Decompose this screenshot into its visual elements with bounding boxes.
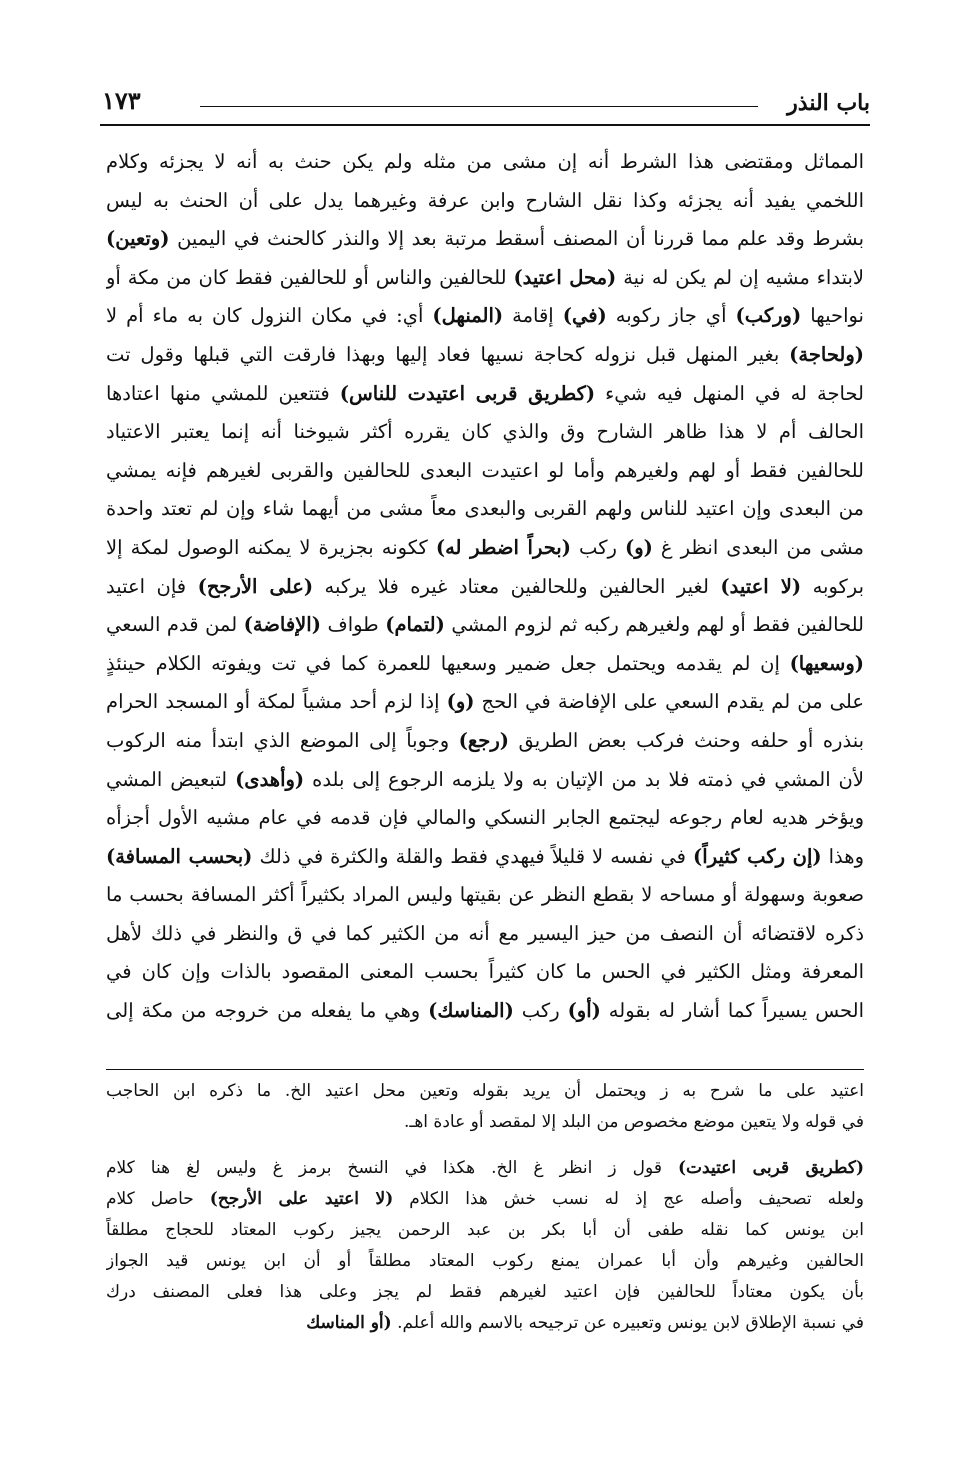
text-run: بشرط وقد علم مما قررنا أن المصنف أسقط مرتبة بعد إلا والنذر كالحنث في اليمين	[169, 227, 864, 251]
text-run: في قوله ولا يتعين موضع مخصوص من البلد إلا لمقصد أو عادة اهـ.	[403, 1112, 864, 1132]
text-line	[106, 683, 864, 722]
text-run: وجوباً إلى الموضع الذي ابتدأ منه الركوب	[106, 728, 459, 752]
footnote-2	[106, 1153, 864, 1339]
text-line	[106, 336, 864, 375]
bold-term: (لتمام)	[385, 613, 445, 637]
bold-term: (الإفاضة)	[243, 613, 321, 637]
header-rule	[200, 106, 758, 107]
text-run: ويؤخر هديه لعام رجوعه ليجتمع الجابر النسكي والمالي فإن قدمه في عام مشيه الأول أجزأه	[106, 806, 864, 830]
text-line	[106, 953, 864, 992]
text-run: المماثل ومقتضى هذا الشرط أنه إن مشى من مثله ولم يكن حنث به أنه لا يجزئه وكلام	[106, 150, 864, 173]
bold-term: (وأهدى)	[235, 767, 305, 791]
text-line	[106, 143, 864, 182]
text-line	[106, 182, 864, 221]
text-line	[106, 876, 864, 915]
text-run: المعرفة ومثل الكثير في الحس ما كان كثيراً بحسب المعنى المقصود بالذات وإن كان في	[106, 960, 864, 984]
text-run: فتتعين للمشي منها اعتادها	[106, 381, 340, 405]
text-run: للحالفين فقط أو لهم ولغيرهم وأما لو اعتيدت البعدى للحالفين والقربى لغيرهم فإنه يمشي	[106, 458, 864, 482]
bold-term: (أو المناسك	[306, 1313, 392, 1333]
text-run: ككونه بجزيرة لا يمكنه الوصول لمكة إلا	[106, 535, 436, 559]
text-run: ركب	[513, 999, 568, 1023]
bold-term: (و)	[624, 535, 653, 559]
text-run: أي جاز ركوبه	[606, 304, 736, 328]
text-line	[106, 413, 864, 452]
text-line	[106, 220, 864, 259]
footnote-line	[106, 1184, 864, 1215]
text-line	[106, 259, 864, 298]
bold-term: (ولحاجة)	[789, 342, 864, 366]
text-run: لغير الحالفين وللحالفين معتاد غيره فلا يركبه	[313, 574, 721, 598]
text-run: في نسبة الإطلاق لابن يونس وتعبيره عن ترجيحه بالاسم والله أعلم.	[391, 1313, 864, 1333]
text-run: ركب	[570, 535, 625, 559]
page-number: ١٧٣	[102, 86, 141, 115]
text-run: مشى من البعدى انظر غ	[652, 535, 864, 559]
text-line	[106, 568, 864, 607]
text-run: بركوبه	[801, 574, 864, 598]
bold-term: (وركب)	[735, 304, 802, 328]
text-run: طواف	[320, 613, 386, 637]
text-run: نواحيها	[801, 304, 864, 328]
text-run: للحالفين والناس أو للحالفين فقط كان من مكة أو	[106, 265, 514, 289]
bold-term: (وسعيها)	[789, 651, 864, 675]
text-run: الحالفين وغيرهم وأن أبا عمران يمنع ركوب المعتاد مطلقاً أو أن ابن يونس قيد الجواز	[106, 1251, 864, 1271]
text-run: الحس يسيراً كما أشار له بقوله	[600, 999, 864, 1023]
bold-term: (كطريق قربى اعتيدت)	[678, 1158, 864, 1178]
text-run: لابتداء مشيه إن لم يكن له نية	[616, 265, 864, 289]
footnote-line	[106, 1308, 864, 1339]
text-run: حاصل كلام	[106, 1189, 210, 1209]
text-run: بأن يكون معتاداً للحالفين فإن اعتيد لغيرهم فقط لم يجز وعلى هذا فعلى المصنف درك	[106, 1282, 864, 1302]
bold-term: (على الأرجح)	[197, 574, 314, 598]
text-run: لأن المشي في ذمته فلا بد من الإتيان به ولا يلزمه الرجوع إلى بلده	[304, 767, 864, 791]
bold-term: (كطريق قربى اعتيدت للناس)	[339, 381, 596, 405]
bold-term: (إن ركب كثيراً)	[693, 844, 822, 868]
bold-term: (رجع)	[458, 728, 509, 752]
footnote-1	[106, 1076, 864, 1138]
text-run: قول ز انظر غ الخ. هكذا في النسخ برمز غ وليس لغ هنا كلام	[106, 1158, 678, 1178]
text-run: لحاجة له في المنهل فيه شيء	[595, 381, 864, 405]
text-run: وهي ما يفعله من خروجه من مكة إلى	[106, 999, 429, 1023]
footnote-line	[106, 1153, 864, 1184]
text-run: ولعله تصحيف وأصله عج إذ له نسب خش هذا الكلام	[393, 1189, 864, 1209]
bold-term: (محل اعتيد)	[513, 265, 617, 289]
bold-term: (بحراً اضطر له)	[435, 535, 571, 559]
footnote-line	[106, 1277, 864, 1308]
text-line	[106, 529, 864, 568]
text-run: الحالف أم لا هذا ظاهر الشارح وق والذي كان يقرره أكثر شيوخنا أنه إنما يعتبر الاعتياد	[106, 420, 864, 444]
chapter-title: باب النذر	[787, 90, 870, 116]
text-line	[106, 452, 864, 491]
text-run: اعتيد على ما شرح به ز ويحتمل أن يريد بقوله وتعين محل اعتيد الخ. ما ذكره ابن الحاجب	[106, 1081, 864, 1101]
footnote-line	[106, 1246, 864, 1277]
text-run: أي: في مكان النزول كان به ماء أم لا	[106, 304, 433, 328]
footnote-line	[106, 1076, 864, 1107]
text-run: إن لم يقدمه ويحتمل جعل ضمير وسعيها للعمرة كما في تت ويفوته الكلام حينئذٍ	[106, 651, 790, 675]
text-run: بغير المنهل قبل نزوله كحاجة نسيها فعاد إليها وبهذا فارقت التي قبلها وقول تت	[106, 342, 790, 366]
text-line	[106, 490, 864, 529]
main-text	[106, 143, 864, 1031]
text-line	[106, 799, 864, 838]
text-run: لمن قدم السعي	[106, 613, 244, 637]
text-run: وهذا	[821, 844, 864, 868]
bold-term: (المناسك)	[428, 999, 514, 1023]
text-line	[106, 297, 864, 336]
bold-term: (و)	[446, 690, 475, 714]
text-line	[106, 915, 864, 954]
bold-term: (وتعين)	[106, 227, 170, 251]
text-line	[106, 722, 864, 761]
text-run: للحالفين فقط أو لهم ولغيرهم ركبه ثم لزوم المشي	[444, 613, 864, 637]
text-line	[106, 992, 864, 1031]
text-line	[106, 838, 864, 877]
footnote-line	[106, 1107, 864, 1138]
bold-term: (أو)	[567, 999, 601, 1023]
bold-term: (لا اعتيد)	[720, 574, 802, 598]
text-run: فإن اعتيد	[106, 574, 198, 598]
text-run: إقامة	[503, 304, 563, 328]
text-run: من البعدى وإن اعتيد للناس ولهم القربى والبعدى معاً مشى من أيهما شاء وإن لم تعتد واحدة	[106, 497, 864, 521]
text-line	[106, 645, 864, 684]
text-run: اللخمي يفيد أنه يجزئه وكذا نقل الشارح وابن عرفة وغيرهما يدل على أن الحنث به ليس	[106, 188, 864, 212]
page-header	[100, 84, 870, 126]
text-run: ابن يونس كما نقله طفى أن أبا بكر بن عبد الرحمن يجيز ركوب المعتاد للحجاج مطلقاً	[106, 1220, 864, 1240]
text-line	[106, 375, 864, 414]
text-run: لتبعيض المشي	[106, 767, 236, 791]
text-run: على من لم يقدم السعي على الإفاضة في الحج	[474, 690, 864, 714]
footnotes	[106, 1076, 864, 1339]
text-line	[106, 761, 864, 800]
bold-term: (في)	[562, 304, 607, 328]
text-run: في نفسه لا قليلاً فيهدي فقط والقلة والكثرة في ذلك	[252, 844, 694, 868]
bold-term: (بحسب المسافة)	[106, 844, 253, 868]
text-line	[106, 606, 864, 645]
text-run: ذكره لاقتضائه أن النصف من حيز اليسير مع أنه من الكثير كما في ق والنظر في ذلك لأهل	[106, 921, 864, 945]
footnote-separator	[106, 1069, 864, 1070]
text-run: بنذره أو حلفه وحنث فركب بعض الطريق	[508, 728, 864, 752]
text-run: صعوبة وسهولة أو مساحه لا بقطع النظر عن بقيتها وليس المراد بكثيراً أكثر المسافة بحسب ما	[106, 883, 864, 907]
bold-term: (المنهل)	[432, 304, 504, 328]
text-run: إذا لزم أحد مشياً لمكة أو المسجد الحرام	[106, 690, 447, 714]
bold-term: (لا اعتيد على الأرجح)	[209, 1189, 394, 1209]
footnote-line	[106, 1215, 864, 1246]
